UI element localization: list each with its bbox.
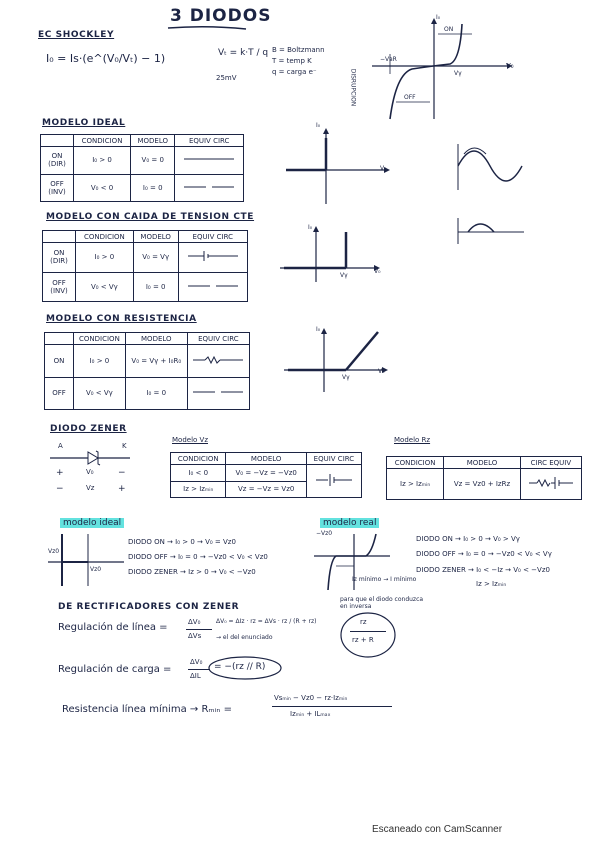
shockley-formula: I₀ = Is·(e^(V₀/Vₜ) − 1) — [46, 52, 166, 65]
title-underline — [168, 26, 248, 32]
resist-on-state: ON — [45, 345, 74, 378]
resist-graph-id: I₀ — [316, 326, 321, 333]
def-charge: q = carga e⁻ — [272, 68, 317, 76]
linea-num: ΔV₀ — [188, 618, 201, 626]
carga-num: ΔV₀ — [190, 658, 203, 666]
resist-min-bar — [272, 706, 392, 707]
resist-on-model: V₀ = Vγ + I₀R₀ — [125, 345, 187, 378]
vz-header-circ: EQUIV CIRC — [306, 453, 361, 465]
ideal-vzo-left: Vz0 — [48, 548, 60, 555]
linea-result-num: rz — [360, 618, 367, 626]
footer-watermark: Escaneado con CamScanner — [372, 824, 503, 835]
linea-den: ΔVs — [188, 632, 202, 640]
linea-bar — [186, 629, 212, 630]
real-line-on: DIODO ON → I₀ > 0 → V₀ > Vγ — [416, 535, 520, 543]
ideal-header-cond: CONDICION — [74, 135, 131, 147]
real-line-zener: DIODO ZENER → I₀ < −Iz → V₀ < −Vz0 — [416, 566, 550, 574]
ideal-header-circ: EQUIV CIRC — [175, 135, 244, 147]
def-temperature: T = temp K — [272, 57, 312, 65]
resist-on-circ — [187, 345, 249, 378]
rz-circ — [520, 469, 581, 500]
resist-graph-vd: V₀ — [378, 368, 385, 375]
ideal-graph-vd: V₀ — [380, 165, 387, 172]
resist-off-state: OFF — [45, 377, 74, 410]
resist-graph-vy: Vγ — [342, 374, 350, 381]
shockley-vbr-label: −VʙR — [380, 56, 397, 63]
ideal-on-circ — [175, 147, 244, 175]
def-boltzmann: B = Boltzmann — [272, 46, 325, 54]
resist-on-cond: I₀ > 0 — [74, 345, 126, 378]
zener-minus-right: − — [118, 468, 126, 478]
vz-row2-model: Vz = −Vz = Vz0 — [226, 481, 306, 498]
real-line-off: DIODO OFF → I₀ = 0 → −Vz0 < V₀ < Vγ — [416, 550, 552, 558]
half-wave-sketch — [454, 142, 534, 192]
caida-header-model: MODELO — [133, 231, 178, 243]
carga-bar — [188, 669, 210, 670]
linea-chain: ΔV₀ = ΔIz · rz = ΔVs · rz / (R + rz) — [216, 618, 317, 625]
ideal-off-state: OFF (INV) — [41, 174, 74, 202]
ideal-off-model: I₀ = 0 — [131, 174, 175, 202]
caida-graph-id: I₀ — [308, 224, 313, 231]
vz-row1-model: V₀ = −Vz = −Vz0 — [226, 465, 306, 482]
ideal-line-off: DIODO OFF → I₀ = 0 → −Vz0 < V₀ < Vz0 — [128, 553, 268, 561]
rz-model-title: Modelo Rz — [394, 436, 431, 444]
vt-formula: Vₜ = k·T / q — [218, 48, 269, 58]
caida-on-model: V₀ = Vγ — [133, 243, 178, 273]
vz-row1-cond: I₀ < 0 — [171, 465, 226, 482]
shockley-off-label: OFF — [404, 94, 416, 101]
resist-heading: MODELO CON RESISTENCIA — [46, 314, 197, 324]
ideal-line-on: DIODO ON → I₀ > 0 → V₀ = Vz0 — [128, 538, 236, 546]
ideal-off-cond: V₀ < 0 — [74, 174, 131, 202]
caida-on-circ — [178, 243, 247, 273]
zener-symbol — [50, 446, 150, 476]
ideal-on-cond: I₀ > 0 — [74, 147, 131, 175]
resist-header-cond: CONDICION — [74, 333, 126, 345]
rz-row1-model: Vz = Vz0 + IzRz — [444, 469, 521, 500]
caida-graph-vy: Vγ — [340, 272, 348, 279]
linea-label: Regulación de línea = — [58, 622, 168, 633]
real-line-izmin: Iz > Izₘᵢₙ — [476, 580, 507, 588]
shockley-heading: EC SHOCKLEY — [38, 30, 115, 40]
rz-header-cond: CONDICION — [387, 457, 444, 469]
shockley-id-label: I₀ — [436, 14, 441, 21]
resist-off-model: I₀ = 0 — [125, 377, 187, 410]
ideal-table — [40, 134, 244, 202]
ideal-vzo-right: Vz0 — [90, 566, 102, 573]
carga-result: = −(rz // R) — [214, 662, 266, 672]
zener-plus-right: + — [118, 484, 126, 494]
resist-min-label: Resistencia línea mínima → Rₘᵢₙ = — [62, 704, 232, 715]
zener-real-graph — [314, 532, 394, 592]
caida-off-cond: V₀ < Vγ — [76, 272, 134, 302]
caida-iv-graph — [280, 226, 390, 286]
real-vzo: −Vz0 — [316, 530, 333, 537]
resist-min-num: Vsₘᵢₙ − Vz0 − rz·Izₘᵢₙ — [274, 694, 348, 702]
shockley-vd-label: V₀ — [506, 62, 514, 70]
shockley-disruption-label: DISRUPCION — [349, 68, 357, 107]
ideal-on-model: V₀ = 0 — [131, 147, 175, 175]
linea-result-den: rz + R — [352, 636, 374, 644]
clipped-wave-sketch — [454, 216, 534, 246]
caida-heading: MODELO CON CAIDA DE TENSION CTE — [46, 212, 255, 222]
caida-header-circ: EQUIV CIRC — [178, 231, 247, 243]
zener-cathode: K — [122, 442, 127, 450]
resist-header-circ: EQUIV CIRC — [187, 333, 249, 345]
page-title: 3 DIODOS — [170, 6, 272, 26]
zener-heading: DIODO ZENER — [50, 424, 127, 434]
caida-header-cond: CONDICION — [76, 231, 134, 243]
vz-circ — [306, 465, 361, 498]
zener-minus-left: − — [56, 484, 64, 494]
real-model-tag: modelo real — [320, 518, 379, 528]
rz-model-table — [386, 456, 582, 500]
zener-plus-left: + — [56, 468, 64, 478]
resist-min-den: Izₘᵢₙ + ILₘₐₓ — [290, 710, 331, 718]
carga-den: ΔIL — [190, 672, 201, 680]
shockley-on-label: ON — [444, 26, 454, 33]
linea-result-circle — [340, 612, 396, 658]
linea-result-bar — [350, 631, 386, 632]
zener-ideal-graph — [48, 532, 128, 588]
rz-header-circ: CIRC EQUIV — [520, 457, 581, 469]
carga-label: Regulación de carga = — [58, 664, 172, 675]
vz-model-table — [170, 452, 362, 498]
resist-table — [44, 332, 250, 410]
caida-off-model: I₀ = 0 — [133, 272, 178, 302]
real-izmin: Iz mínimo → I mínimo — [352, 576, 417, 583]
vz-header-model: MODELO — [226, 453, 306, 465]
caida-off-circ — [178, 272, 247, 302]
ideal-line-zener: DIODO ZENER → Iz > 0 → V₀ < −Vz0 — [128, 568, 256, 576]
vz-header-cond: CONDICION — [171, 453, 226, 465]
rz-header-model: MODELO — [444, 457, 521, 469]
caida-table — [42, 230, 248, 302]
zener-vd: V₀ — [86, 468, 94, 476]
resist-header-model: MODELO — [125, 333, 187, 345]
vz-row2-cond: Iz > Izₘᵢₙ — [171, 481, 226, 498]
ideal-model-tag: modelo ideal — [60, 518, 124, 528]
real-note: para que el diodo conduzca en inversa — [340, 596, 424, 610]
ideal-header-model: MODELO — [131, 135, 175, 147]
ideal-heading: MODELO IDEAL — [42, 118, 126, 128]
ideal-off-circ — [175, 174, 244, 202]
caida-off-state: OFF (INV) — [43, 272, 76, 302]
resist-off-cond: V₀ < Vγ — [74, 377, 126, 410]
shockley-vy-label: Vγ — [454, 70, 462, 77]
rz-row1-cond: Iz > Izₘᵢₙ — [387, 469, 444, 500]
caida-on-cond: I₀ > 0 — [76, 243, 134, 273]
shockley-iv-graph — [362, 14, 522, 124]
zener-vz: Vz — [86, 484, 95, 492]
vt-value: 25mV — [216, 74, 237, 82]
ideal-graph-id: I₀ — [316, 122, 321, 129]
caida-on-state: ON (DIR) — [43, 243, 76, 273]
vz-model-title: Modelo Vz — [172, 436, 208, 444]
resist-iv-graph — [284, 326, 394, 396]
ideal-on-state: ON (DIR) — [41, 147, 74, 175]
zener-anode: A — [58, 442, 63, 450]
rect-heading: DE RECTIFICADORES CON ZENER — [58, 602, 240, 612]
linea-note: → el del enunciado — [216, 634, 273, 641]
resist-off-circ — [187, 377, 249, 410]
caida-graph-vd: V₀ — [374, 268, 381, 275]
